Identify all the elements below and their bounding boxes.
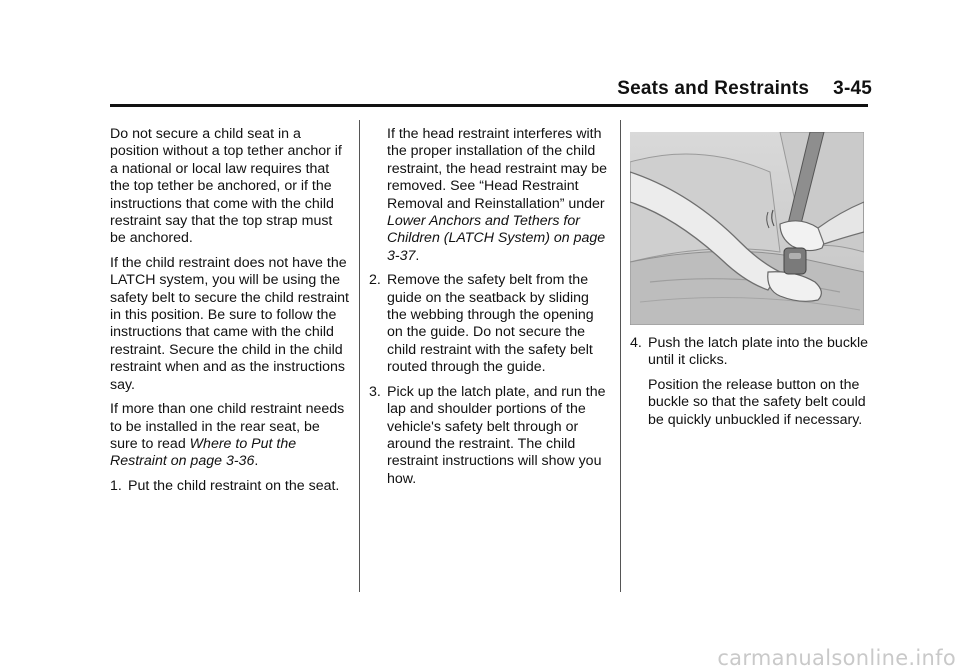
column-2 [369,126,611,495]
paragraph-no-latch: If the child restraint does not have the LATCH system, you will be using the safety belt to secure the child restraint in this position. Be sure to follow the instructions that came with the child restraint. Secure the child in the child restraint when and as the instructions say. [110,254,349,393]
paragraph-text: If the head restraint interferes with the proper installation of the child restraint, the head restraint may be removed. See “Head Restraint Removal and Reinstallation” under [387,126,608,212]
paragraph-text-end: . [415,247,420,264]
cross-reference-link[interactable]: Where to Put the Restraint on page 3-36 [110,435,297,470]
step-number: 1. [110,477,122,494]
step-4 [630,335,870,370]
step-number: 2. [369,272,381,289]
column-3 [630,126,870,436]
paragraph-head-restraint [369,126,611,265]
paragraph-multiple-restraints [110,401,350,471]
step-number: 4. [630,335,642,351]
step-4-note: Position the release button on the buckle so that the safety belt could be quickly unbuckled if necessary. [648,376,866,428]
section-title: Seats and Restraints [617,78,810,99]
paragraph-tether-anchor: Do not secure a child seat in a position without a top tether anchor if a national or local law requires that the top tether be anchored, or if the instructions that come with the child restraint say that the top strap must be anchored. [110,126,342,247]
step-1 [110,478,350,495]
column-divider-2 [620,120,621,592]
step-text: Remove the safety belt from the guide on the seatback by sliding the webbing through the opening on the guide. Do not secure the child restraint with the safety belt routed through the guide. [387,272,594,376]
column-1 [110,126,350,502]
watermark: carmanualsonline.info [717,646,956,670]
step-3 [369,384,611,488]
page-header [617,78,872,100]
cross-reference-link[interactable]: Lower Anchors and Tethers for Children (LATCH System) on page 3-37 [387,213,606,264]
page-number: 3-45 [833,78,872,99]
header-rule [110,104,868,107]
column-divider-1 [359,120,360,592]
step-2 [369,272,611,376]
latch-plate-illustration [630,132,864,325]
step-text: Push the latch plate into the buckle until it clicks. [648,335,869,369]
paragraph-text: If more than one child restraint needs to be installed in the rear seat, be sure to read [110,401,345,452]
paragraph-text-end: . [254,453,259,470]
step-text: Put the child restraint on the seat. [128,477,340,494]
step-text: Pick up the latch plate, and run the lap and shoulder portions of the vehicle's safety belt through or around the restraint. The child restraint instructions will show you how. [387,383,606,487]
step-number: 3. [369,383,381,400]
